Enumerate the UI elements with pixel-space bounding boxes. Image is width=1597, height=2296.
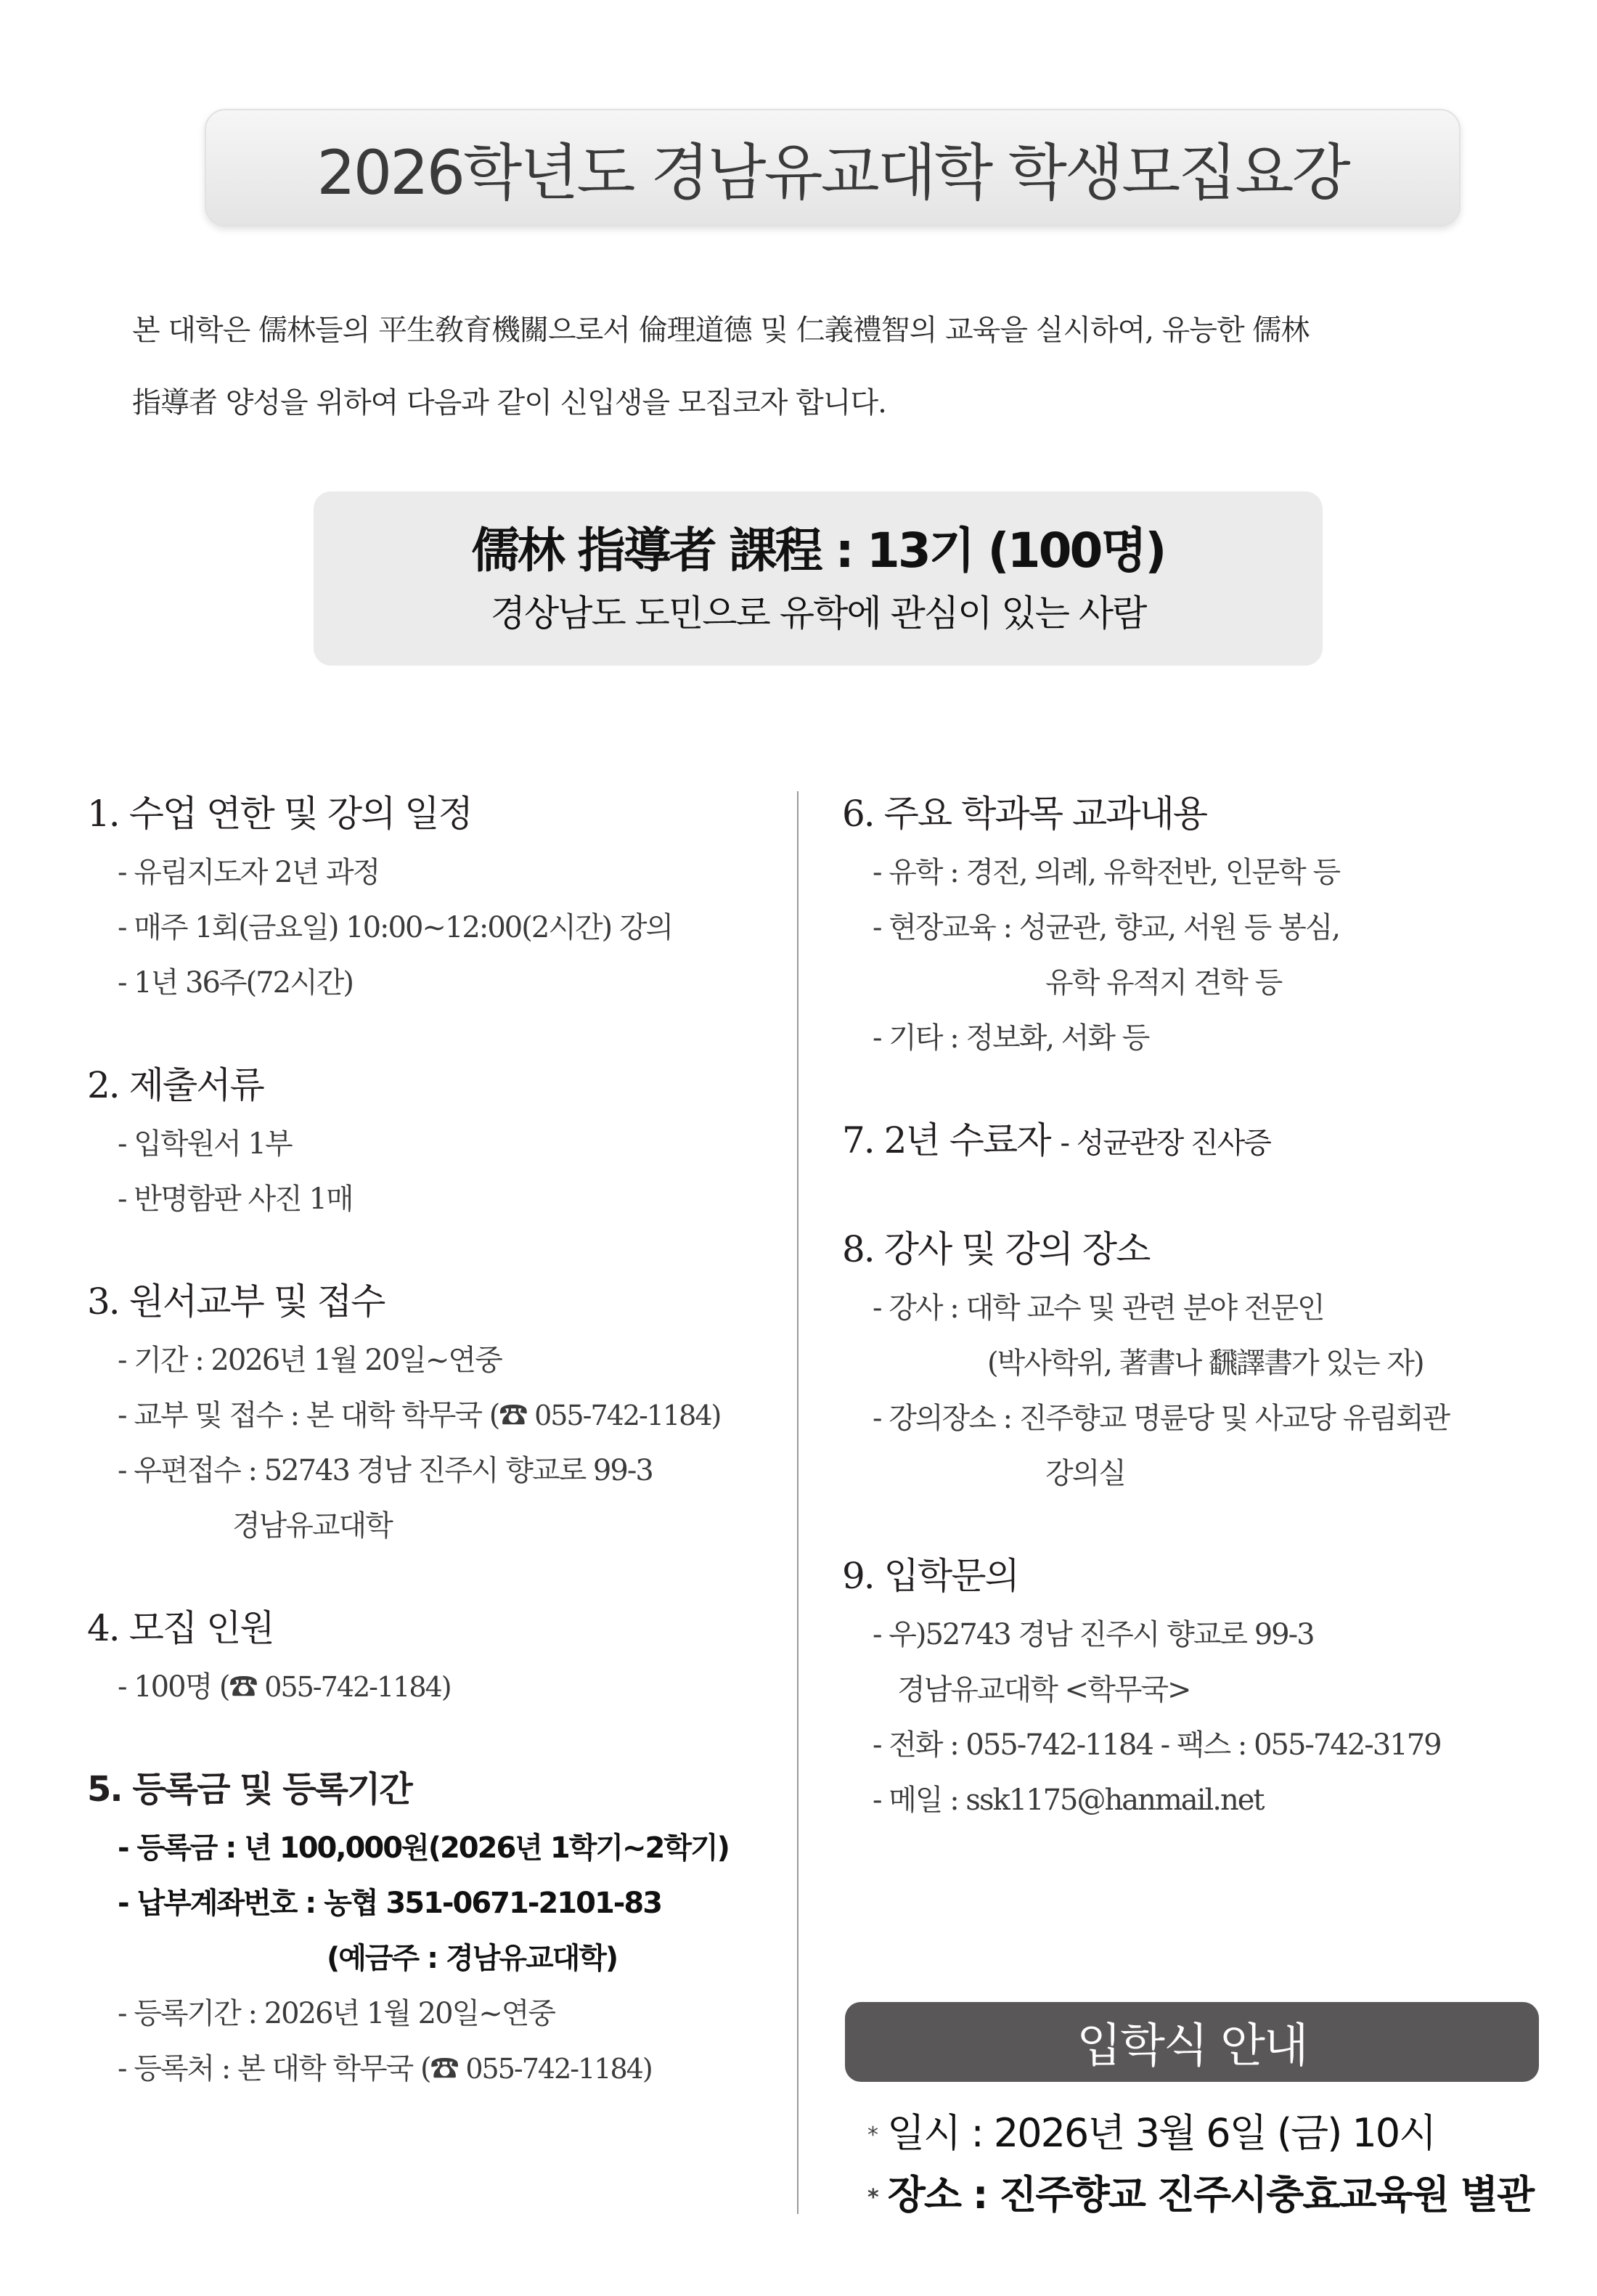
list-item: - 강사 : 대학 교수 및 관련 분야 전문인: [873, 1291, 1324, 1325]
ceremony-place: [867, 2165, 1564, 2227]
list-item: [87, 1659, 784, 1715]
list-item-continuation: 유학 유적지 견학 등: [1045, 966, 1282, 1000]
column-divider: [797, 791, 798, 2214]
asterisk-icon: *: [867, 2184, 878, 2210]
phone-number: 055-742-1184): [264, 1671, 451, 1703]
intro-line-2: 指導者 양성을 위하여 다음과 같이 신입생을 모집코자 합니다.: [132, 386, 886, 420]
list-item-continuation: (예금주 : 경남유교대학): [327, 1942, 618, 1975]
section-heading: 8. 강사 및 강의 장소: [842, 1228, 1150, 1270]
list-item: - 기타 : 정보화, 서화 등: [873, 1021, 1149, 1055]
list-item: - 매주 1회(금요일) 10:00~12:00(2시간) 강의: [118, 911, 673, 944]
course-title: 儒林 指導者 課程 : 13기 (100명): [471, 523, 1165, 579]
section-heading-note: - 성균관장 진사증: [1060, 1127, 1270, 1160]
section-curriculum: [842, 783, 1568, 1066]
section-heading: 5. 등록금 및 등록기간: [87, 1769, 412, 1810]
list-item-continuation: (박사학위, 著書나 飜譯書가 있는 자): [987, 1347, 1424, 1380]
section-instructors: [842, 1218, 1568, 1501]
list-item-text: - 100명 (: [118, 1670, 229, 1704]
list-item: - 전화 : 055-742-1184 - 팩스 : 055-742-3179: [873, 1728, 1441, 1762]
list-item: - 유학 : 경전, 의례, 유학전반, 인문학 등: [873, 856, 1340, 889]
phone-icon: ☎: [229, 1670, 257, 1704]
section-quota: [87, 1597, 784, 1715]
list-item-continuation: 경남유교대학 <학무국>: [897, 1673, 1190, 1707]
section-tuition: [87, 1758, 784, 2096]
ceremony-heading: 입학식 안내: [1077, 2019, 1307, 2073]
section-graduate: [842, 1109, 1568, 1174]
phone-icon: ☎: [499, 1399, 527, 1432]
phone-number: 055-742-1184): [465, 2053, 652, 2085]
phone-number: 055-742-1184): [534, 1400, 721, 1431]
course-subtitle: 경상남도 도민으로 유학에 관심이 있는 사람: [490, 592, 1146, 634]
section-heading: 3. 원서교부 및 접수: [87, 1280, 385, 1323]
phone-icon: ☎: [430, 2052, 458, 2085]
list-item: - 기간 : 2026년 1월 20일~연중: [118, 1344, 502, 1377]
section-heading: 6. 주요 학과목 교과내용: [842, 793, 1207, 835]
list-item: - 납부계좌번호 : 농협 351-0671-2101-83: [118, 1887, 662, 1920]
section-heading: 4. 모집 인원: [87, 1607, 274, 1649]
section-heading: 9. 입학문의: [842, 1555, 1018, 1597]
list-item: [87, 2041, 784, 2096]
ceremony-date: [867, 2104, 1564, 2165]
list-item-continuation: 강의실: [1045, 1457, 1125, 1490]
right-column: [842, 783, 1568, 1871]
section-heading: 1. 수업 연한 및 강의 일정: [87, 793, 472, 835]
intro-paragraph: [132, 294, 1526, 439]
section-inquiry: [842, 1545, 1568, 1828]
list-item-continuation: 경남유교대학: [232, 1509, 392, 1543]
list-item: - 반명함판 사진 1매: [118, 1182, 353, 1216]
left-column: [87, 783, 784, 2140]
section-application: [87, 1270, 784, 1553]
list-item: - 1년 36주(72시간): [118, 966, 353, 1000]
list-item: - 입학원서 1부: [118, 1127, 292, 1161]
section-documents: [87, 1054, 784, 1227]
section-schedule: [87, 783, 784, 1010]
list-item: - 메일 : ssk1175@hanmail.net: [873, 1784, 1264, 1817]
ceremony-date-text: 일시 : 2026년 3월 6일 (금) 10시: [887, 2110, 1436, 2156]
section-heading-text: 7. 2년 수료자: [842, 1119, 1050, 1161]
list-item: - 유림지도자 2년 과정: [118, 856, 380, 889]
list-item: - 강의장소 : 진주향교 명륜당 및 사교당 유림회관: [873, 1402, 1450, 1435]
list-item: - 등록기간 : 2026년 1월 20일~연중: [118, 1997, 555, 2030]
list-item-text: - 교부 및 접수 : 본 대학 학무국 (: [118, 1399, 499, 1432]
title-banner: [205, 109, 1461, 226]
course-box: [314, 491, 1323, 666]
list-item: - 우)52743 경남 진주시 향교로 99-3: [873, 1618, 1314, 1651]
ceremony-banner: [845, 2002, 1539, 2082]
asterisk-icon: *: [867, 2123, 877, 2149]
ceremony-details: [867, 2104, 1564, 2228]
list-item-text: - 등록처 : 본 대학 학무국 (: [118, 2052, 430, 2085]
list-item: - 우편접수 : 52743 경남 진주시 향교로 99-3: [118, 1454, 653, 1487]
list-item: - 현장교육 : 성균관, 향교, 서원 등 봉심,: [873, 911, 1340, 944]
ceremony-place-text: 장소 : 진주향교 진주시충효교육원 별관: [887, 2172, 1534, 2218]
page-title: 2026학년도 경남유교대학 학생모집요강: [316, 136, 1349, 208]
list-item: - 등록금 : 년 100,000원(2026년 1학기~2학기): [118, 1831, 729, 1865]
list-item: [87, 1388, 784, 1443]
section-heading: [842, 1109, 1568, 1174]
intro-line-1: 본 대학은 儒林들의 平生敎育機關으로서 倫理道德 및 仁義禮智의 교육을 실시하여, 유능한 儒林: [132, 314, 1310, 347]
section-heading: 2. 제출서류: [87, 1064, 264, 1106]
